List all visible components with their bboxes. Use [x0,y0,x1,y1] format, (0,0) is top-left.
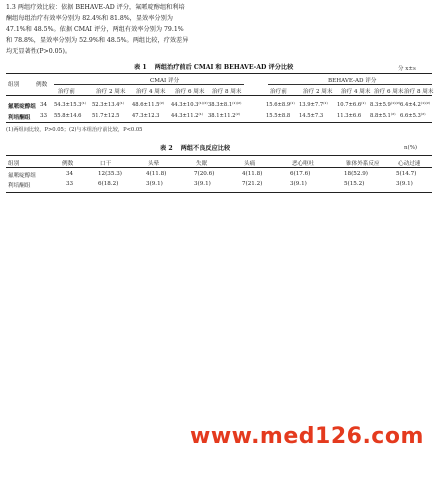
table2-unit: n(%) [404,145,418,151]
results-paragraph [6,2,216,57]
table2-cell: 3(9.1) [146,181,163,187]
table1-behave-span-rule [268,84,432,85]
table1-bottom-rule [6,122,432,123]
table1-row-n: 33 [40,113,48,119]
table2-row-n: 34 [66,171,74,177]
table1-cell: 8.8±5.1⁽²⁾ [370,113,396,119]
table1-footnote: (1)两组间比较，P>0.05；(2)与本组治疗前比较，P<0.05 [6,127,143,133]
table2-column-header: 心动过速 [398,161,421,167]
table2-cell: 7(21.2) [242,181,263,187]
table1-header-cmai: CMAI 评分 [150,78,180,84]
table1-header-group: 组别 [8,82,20,88]
table1-cell: 10.7±6.6⁽¹⁾ [337,102,366,108]
table1-cell: 44.3±11.2⁽¹⁾ [171,113,204,119]
table1-number: 表 1 [134,64,147,71]
table2-cell: 5(15.2) [344,181,365,187]
table1-column-header: 治疗 6 周末 [374,89,404,95]
table1-header-n: 例数 [36,82,48,88]
table2-row-n: 33 [66,181,74,187]
table2-cell: 5(14.7) [396,171,417,177]
table2-row-group: 氟哌啶醇组 [8,173,36,179]
table1-cell: 15.6±8.9⁽¹⁾ [266,102,295,108]
table2-cell: 6(17.6) [290,171,311,177]
table1-column-header: 治疗 2 周末 [96,89,126,95]
table1-cell: 14.5±7.3 [299,113,324,119]
table1-column-header: 治疗 8 周末 [212,89,242,95]
table1-row-group: 氟哌啶醇组 [8,104,36,110]
paragraph-line: 均无显著性(P>0.05)。 [6,48,72,55]
table2-cell: 18(52.9) [344,171,368,177]
table2-cell: 4(11.8) [242,171,263,177]
table1-column-header: 治疗 4 周末 [341,89,371,95]
table1-row-n: 34 [40,102,48,108]
table1-top-rule [6,73,432,74]
table1-cell: 8.3±5.9⁽¹⁾⁽²⁾ [370,102,401,108]
table1-title: 两组治疗前后 CMAI 和 BEHAVE-AD 评分比较 [154,64,294,71]
table2-column-header: 恶心呕吐 [292,161,315,167]
table2-top-rule [6,155,432,156]
table1-cell: 13.9±7.7⁽¹⁾ [299,102,328,108]
table1-cell: 48.6±11.5⁽²⁾ [132,102,165,108]
table1-unit: 分 x±s [398,66,416,72]
table1-column-header: 治疗 8 周末 [404,89,434,95]
paragraph-line: 1.3 两组疗效比较：依据 BEHAVE-AD 评分，氟哌啶醇组和利培 [6,4,185,11]
table2-column-header: 口干 [100,161,112,167]
site-watermark: www.med126.com [190,424,424,449]
table1-header-rule [6,95,432,96]
table2-bottom-rule [6,192,432,193]
table1-cell: 54.3±15.3⁽¹⁾ [54,102,87,108]
table2-cell: 3(9.1) [396,181,413,187]
table2-title: 两组不良反应比较 [180,145,231,152]
table1-cell: 15.5±8.8 [266,113,291,119]
table1-cell: 47.3±12.3 [132,113,160,119]
table2-column-header: 头痛 [244,161,256,167]
table1-column-header: 治疗前 [270,89,287,95]
table1-cell: 51.7±12.5 [92,113,120,119]
table1-caption [134,62,293,71]
table2-header-rule [6,167,432,168]
table1-column-header: 治疗前 [58,89,75,95]
table2-column-header: 组别 [8,161,20,167]
table1-cell: 38.3±8.1⁽¹⁾⁽²⁾ [208,102,242,108]
table1-cell: 44.3±10.3⁽¹⁾⁽²⁾ [171,102,208,108]
table1-cmai-span-rule [54,84,244,85]
table2-column-header: 头晕 [148,161,160,167]
table2-cell: 6(18.2) [98,181,119,187]
table1-column-header: 治疗 4 周末 [136,89,166,95]
table2-caption [160,143,230,152]
table2-row-group: 利培酮组 [8,183,31,189]
table2-column-header: 锥体外系反应 [346,161,380,167]
table1-cell: 11.3±6.6 [337,113,362,119]
table1-cell: 52.3±13.4⁽¹⁾ [92,102,125,108]
table2-column-header: 例数 [62,161,74,167]
table2-column-header: 失眠 [196,161,208,167]
table2-cell: 4(11.8) [146,171,167,177]
table1-cell: 38.1±11.2⁽²⁾ [208,113,241,119]
paragraph-line: 47.1%和 48.5%。依据 CMAI 评分，两组有效率分别为 79.1% [6,26,184,33]
table2-cell: 3(9.1) [290,181,307,187]
table2-number: 表 2 [160,145,173,152]
table1-header-behave: BEHAVE-AD 评分 [328,78,377,84]
table1-column-header: 治疗 6 周末 [175,89,205,95]
paragraph-line: 和 78.8%，显效率分别为 52.9%和 48.5%。两组比较，疗效差异 [6,37,189,44]
table1-cell: 55.8±14.6 [54,113,82,119]
table1-row-group: 利培酮组 [8,115,31,121]
table2-cell: 3(9.1) [194,181,211,187]
table2-cell: 12(35.3) [98,171,122,177]
table2-cell: 7(20.6) [194,171,215,177]
table1-cell: 6.4±4.2⁽¹⁾⁽²⁾ [400,102,431,108]
paragraph-line: 酮组每组治疗有效率分别为 82.4%和 81.8%，显效率分别为 [6,15,173,22]
table1-cell: 6.6±5.3⁽²⁾ [400,113,426,119]
table1-column-header: 治疗 2 周末 [303,89,333,95]
